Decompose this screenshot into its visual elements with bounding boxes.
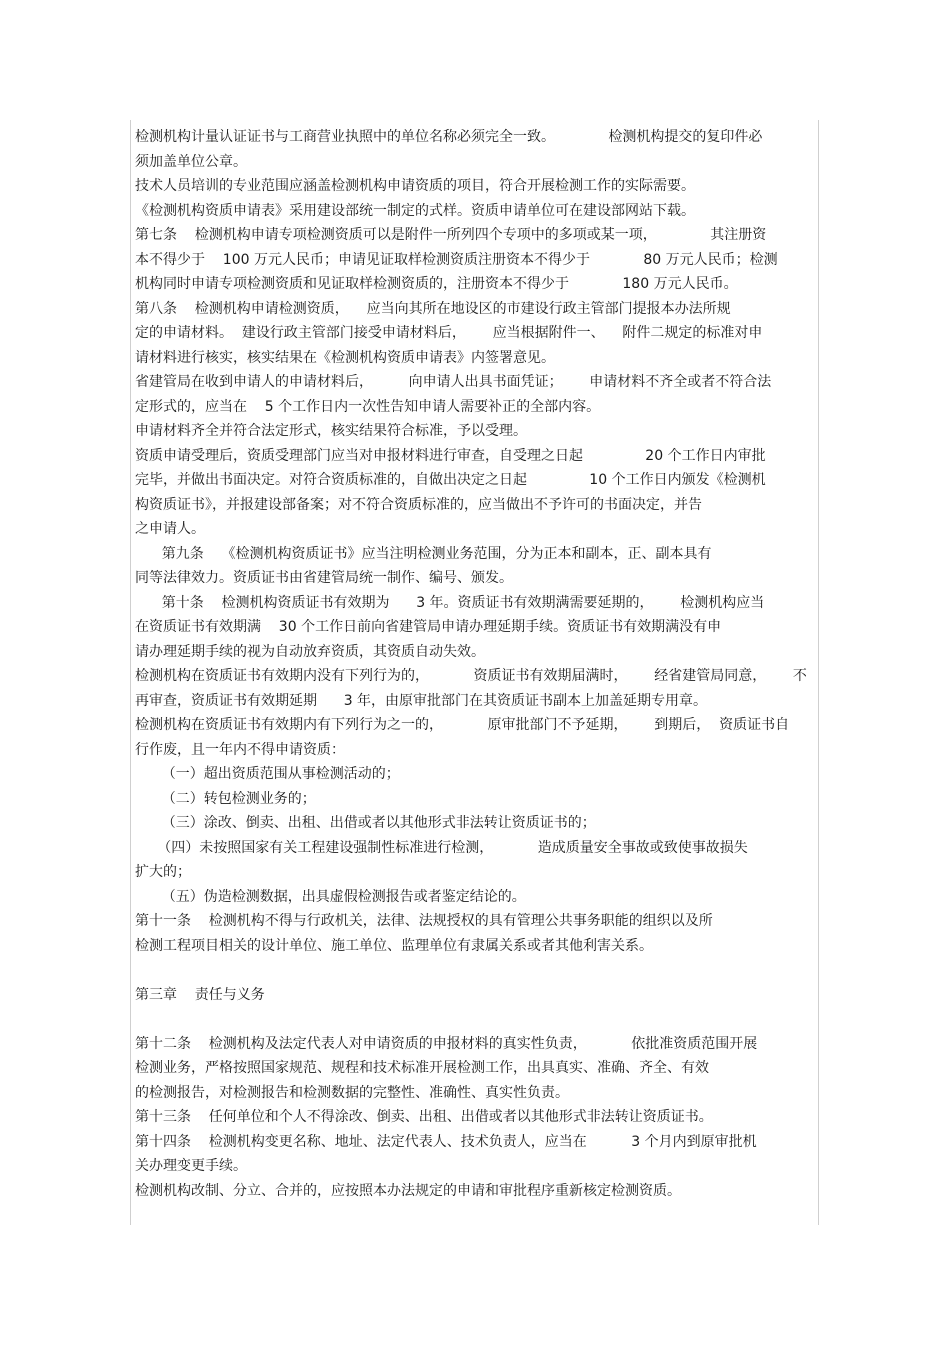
text-line: 《检测机构资质申请表》采用建设部统一制定的式样。资质申请单位可在建设部网站下载。: [135, 202, 695, 219]
chapter-heading: 第三章 责任与义务: [135, 986, 265, 1003]
text-line: 检测业务，严格按照国家规范、规程和技术标准开展检测工作，出具真实、准确、齐全、有效: [135, 1060, 709, 1076]
text-line: 第八条 检测机构申请检测资质， 应当向其所在地设区的市建设行政主管部门提报本办法所规: [135, 300, 731, 317]
text-line: 第七条 检测机构申请专项检测资质可以是附件一所列四个专项中的多项或某一项， 其注册资: [135, 227, 767, 243]
text-line: （二）转包检测业务的；: [135, 790, 316, 807]
left-margin-rule: [130, 120, 131, 1225]
text-line: 定形式的，应当在 5 个工作日内一次性告知申请人需要补正的全部内容。: [135, 398, 601, 415]
text-line: 再审查，资质证书有效期延期 3 年，由原审批部门在其资质证书副本上加盖延期专用章。: [135, 692, 708, 709]
text-line: 第十条 检测机构资质证书有效期为 3 年。资质证书有效期满需要延期的， 检测机构应当: [135, 594, 765, 611]
text-line: 在资质证书有效期满 30 个工作日前向省建管局申请办理延期手续。资质证书有效期满没有申: [135, 619, 722, 635]
text-line: 请材料进行核实，核实结果在《检测机构资质申请表》内签署意见。: [135, 349, 555, 366]
text-line: 完毕，并做出书面决定。对符合资质标准的，自做出决定之日起 10 个工作日内颁发《检测机: [135, 472, 766, 488]
text-line: 本不得少于 100 万元人民币；申请见证取样检测资质注册资本不得少于 80 万元人民币；检测: [135, 251, 778, 268]
blank-line: [135, 958, 815, 983]
text-line: 第九条 《检测机构资质证书》应当注明检测业务范围，分为正本和副本，正、副本具有: [135, 545, 712, 562]
text-line: （三）涂改、倒卖、出租、出借或者以其他形式非法转让资质证书的；: [135, 815, 596, 831]
text-line: 构资质证书》，并报建设部备案；对不符合资质标准的，应当做出不予许可的书面决定，并告: [135, 496, 702, 513]
text-line: 检测机构计量认证证书与工商营业执照中的单位名称必须完全一致。 检测机构提交的复印件必: [135, 129, 763, 145]
text-line: 申请材料齐全并符合法定形式，核实结果符合标准，予以受理。: [135, 423, 527, 439]
text-line: （一）超出资质范围从事检测活动的；: [135, 766, 400, 782]
text-line: 检测机构改制、分立、合并的，应按照本办法规定的申请和审批程序重新核定检测资质。: [135, 1182, 681, 1199]
text-line: 第十一条 检测机构不得与行政机关，法律、法规授权的具有管理公共事务职能的组织以及所: [135, 913, 713, 929]
text-line: 关办理变更手续。: [135, 1158, 247, 1174]
text-line: 同等法律效力。资质证书由省建管局统一制作、编号、颁发。: [135, 570, 513, 586]
text-line: （五）伪造检测数据，出具虚假检测报告或者鉴定结论的。: [135, 888, 526, 905]
text-line: 行作废，且一年内不得申请资质：: [135, 741, 345, 758]
blank-line: [135, 1007, 815, 1032]
text-line: 之申请人。: [135, 521, 205, 537]
text-line: 省建管局在收到申请人的申请材料后， 向申请人出具书面凭证； 申请材料不齐全或者不符合法: [135, 374, 772, 390]
text-line: 请办理延期手续的视为自动放弃资质，其资质自动失效。: [135, 643, 485, 660]
text-line: 第十三条 任何单位和个人不得涂改、倒卖、出租、出借或者以其他形式非法转让资质证书。: [135, 1109, 713, 1125]
text-line: 定的申请材料。 建设行政主管部门接受申请材料后， 应当根据附件一、 附件二规定的标准对申: [135, 325, 763, 341]
text-line: 技术人员培训的专业范围应涵盖检测机构申请资质的项目，符合开展检测工作的实际需要。: [135, 178, 695, 194]
text-line: 检测工程项目相关的设计单位、施工单位、监理单位有隶属关系或者其他利害关系。: [135, 937, 653, 954]
text-line: （四）未按照国家有关工程建设强制性标准进行检测， 造成质量安全事故或致使事故损失: [135, 839, 748, 856]
right-margin-rule: [818, 120, 819, 1225]
document-body: [135, 125, 815, 1203]
text-line: 第十二条 检测机构及法定代表人对申请资质的申报材料的真实性负责， 依批准资质范围开展: [135, 1035, 758, 1052]
text-line: 资质申请受理后，资质受理部门应当对申报材料进行审查，自受理之日起 20 个工作日内审批: [135, 447, 766, 464]
text-line: 第十四条 检测机构变更名称、地址、法定代表人、技术负责人，应当在 3 个月内到原审批机: [135, 1133, 757, 1150]
text-line: 须加盖单位公章。: [135, 153, 247, 170]
text-line: 检测机构在资质证书有效期内没有下列行为的， 资质证书有效期届满时， 经省建管局同意， 不: [135, 668, 807, 684]
text-line: 的检测报告，对检测报告和检测数据的完整性、准确性、真实性负责。: [135, 1084, 569, 1101]
text-line: 机构同时申请专项检测资质和见证取样检测资质的，注册资本不得少于 180 万元人民币。: [135, 276, 738, 292]
text-line: 扩大的；: [135, 864, 191, 880]
text-line: 检测机构在资质证书有效期内有下列行为之一的， 原审批部门不予延期， 到期后， 资质证书自: [135, 717, 790, 733]
